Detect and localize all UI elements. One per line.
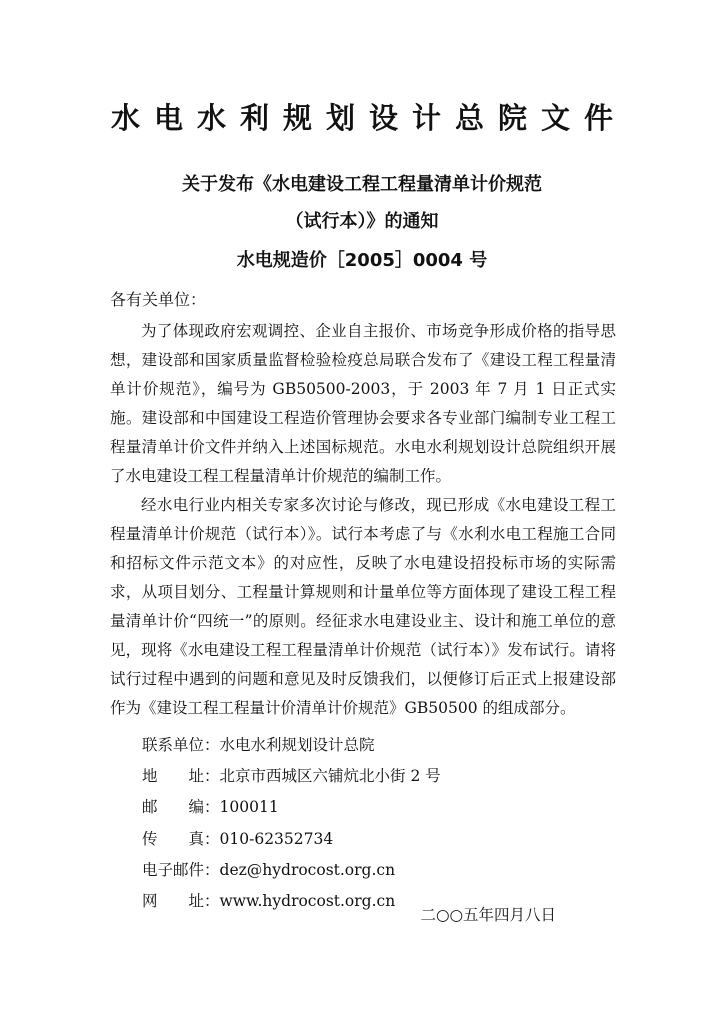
contact-email-row (142, 855, 602, 886)
contact-fax-row (142, 824, 602, 855)
contact-address-row (142, 761, 602, 792)
notice-title-line2: （试行本）》的通知 (285, 211, 439, 232)
contact-address-value: 北京市西城区六铺炕北小街 2 号 (219, 767, 441, 786)
issue-date: 二○○五年四月八日 (420, 906, 556, 924)
contact-postcode-row (142, 792, 602, 823)
contact-postcode-value: 100011 (219, 798, 279, 817)
contact-postcode-label: 邮 编： (142, 798, 220, 817)
body-paragraph-1: 为了体现政府宏观调控、企业自主报价、市场竞争形成价格的指导思想，建设部和国家质量监督检验检疫总局联合发布了《建设工程工程量清单计价规范》，编号为 GB50500-2003，于 2003 年 7 月 1 日正式实施。建设部和中国建设工程造价管理协会要求各专业部门编制专业工程工程量清单计价文件并纳入上述国标规范。水电水利规划设计总院组织开展了水电建设工程工程量清单计价规范的编制工作。 (110, 322, 616, 485)
salutation: 各有关单位： (110, 290, 207, 309)
document-number: 水电规造价［2005］0004 号 (236, 250, 488, 271)
contact-fax-value: 010-62352734 (219, 829, 334, 848)
contact-website-label: 网 址： (142, 891, 220, 910)
contact-unit-row (142, 730, 602, 761)
contact-email-value: dez@hydrocost.org.cn (219, 860, 396, 879)
contact-unit-value: 水电水利规划设计总院 (219, 736, 375, 754)
contact-unit-label: 联系单位： (142, 736, 220, 754)
body-paragraph-2: 经水电行业内相关专家多次讨论与修改，现已形成《水电建设工程工程量清单计价规范（试行本）》。试行本考虑了与《水利水电工程施工合同和招标文件示范文本》的对应性，反映了水电建设招投标市场的实际需求，从项目划分、工程量计算规则和计量单位等方面体现了建设工程工程量清单计价“四统一”的原则。经征求水电建设业主、设计和施工单位的意见，现将《水电建设工程工程量清单计价规范（试行本）》发布试行。请将试行过程中遇到的问题和意见及时反馈我们，以便修订后正式上报建设部作为《建设工程工程量计价清单计价规范》GB50500 的组成部分。 (110, 496, 616, 717)
notice-title-line1: 关于发布《水电建设工程工程量清单计价规范 (182, 174, 542, 195)
contact-website-value: www.hydrocost.org.cn (219, 891, 396, 910)
contact-email-label: 电子邮件： (142, 860, 220, 879)
contact-block (142, 730, 602, 917)
document-header-title: 水电水利规划设计总院文件 (110, 101, 627, 135)
contact-fax-label: 传 真： (142, 829, 220, 848)
contact-address-label: 地 址： (142, 767, 220, 786)
